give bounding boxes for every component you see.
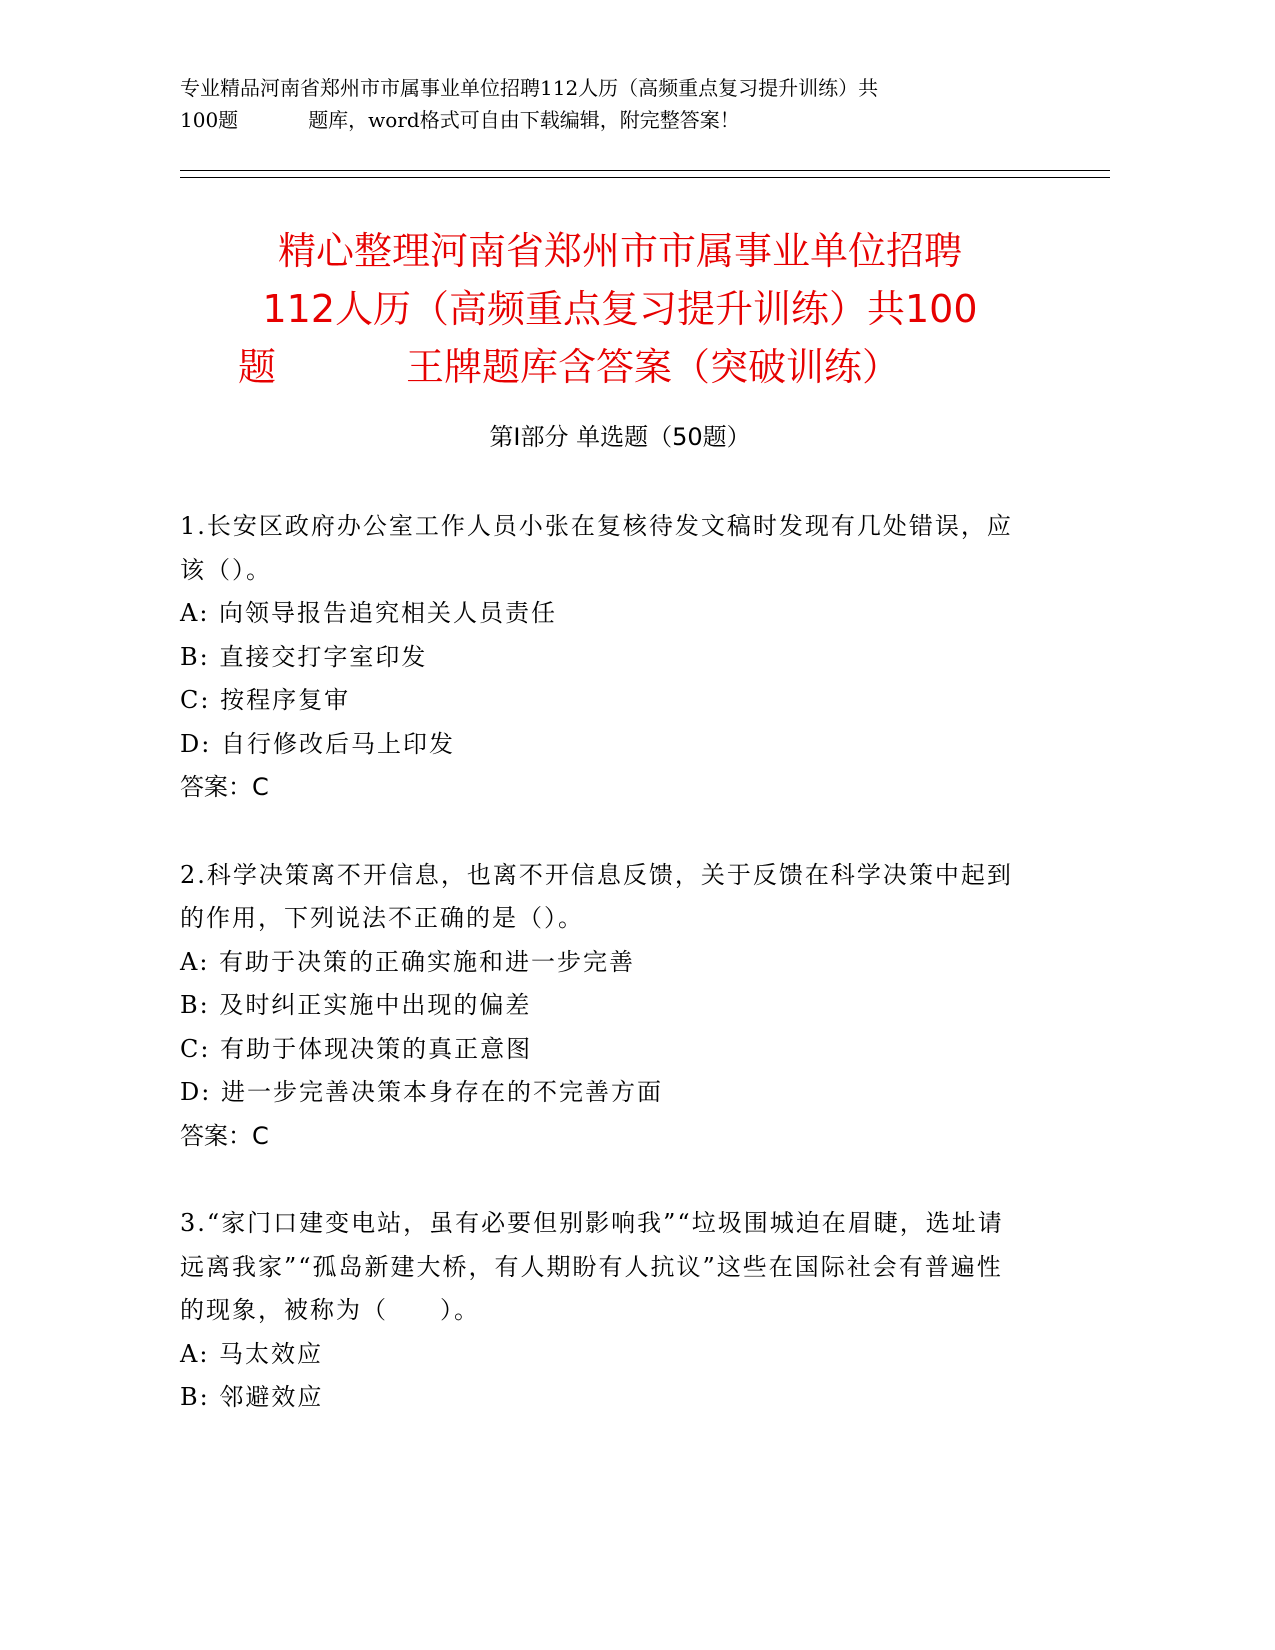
- question-text: 3.“家门口建变电站，虽有必要但别影响我”“垃圾围城迫在眉睫，选址请远离我家”“孤岛新建大桥，有人期盼有人抗议”这些在国际社会有普遍性的现象，被称为（ ）。: [180, 1209, 1004, 1324]
- option-b: B: 直接交打字室印发: [180, 642, 428, 671]
- option-a: A: 有助于决策的正确实施和进一步完善: [180, 947, 636, 976]
- option-c: C: 有助于体现决策的真正意图: [180, 1034, 533, 1063]
- header-line-2: [180, 104, 1060, 136]
- header-divider-top: [180, 170, 1110, 171]
- question-item: [180, 1202, 1020, 1420]
- question-text: 2.科学决策离不开信息，也离不开信息反馈，关于反馈在科学决策中起到的作用，下列说法不正确的是（）。: [180, 860, 1013, 932]
- option-c: C: 按程序复审: [180, 686, 351, 714]
- document-title: [180, 222, 1060, 396]
- title-line-3: [180, 338, 1060, 396]
- title-line-3-right: 王牌题库含答案（突破训练）: [406, 345, 901, 389]
- header-line-2-right: 题库，word格式可自由下载编辑，附完整答案！: [308, 108, 740, 132]
- option-d: D: 自行修改后马上印发: [180, 729, 455, 758]
- question-item: [180, 854, 1020, 1159]
- option-d: D: 进一步完善决策本身存在的不完善方面: [180, 1078, 663, 1106]
- title-line-1: 精心整理河南省郑州市市属事业单位招聘: [277, 229, 962, 273]
- option-a: A: 向领导报告追究相关人员责任: [180, 599, 558, 627]
- section-heading: 第Ⅰ部分 单选题（50题）: [489, 423, 751, 451]
- answer-text: 答案：C: [180, 1121, 269, 1150]
- title-line-3-left: 题: [238, 345, 277, 389]
- question-list: [180, 505, 1020, 1464]
- document-header: [180, 72, 1060, 136]
- option-b: B: 及时纠正实施中出现的偏差: [180, 991, 532, 1019]
- option-b: B: 邻避效应: [180, 1383, 324, 1411]
- header-line-2-left: 100题: [180, 108, 239, 132]
- question-text: 1.长安区政府办公室工作人员小张在复核待发文稿时发现有几处错误，应该（）。: [180, 512, 1013, 584]
- header-divider-bottom: [180, 177, 1110, 178]
- option-a: A: 马太效应: [180, 1339, 324, 1368]
- answer-text: 答案：C: [180, 773, 269, 801]
- question-item: [180, 505, 1020, 810]
- title-line-2: 112人历（高频重点复习提升训练）共100: [262, 287, 978, 331]
- header-line-1: 专业精品河南省郑州市市属事业单位招聘112人历（高频重点复习提升训练）共: [180, 76, 879, 100]
